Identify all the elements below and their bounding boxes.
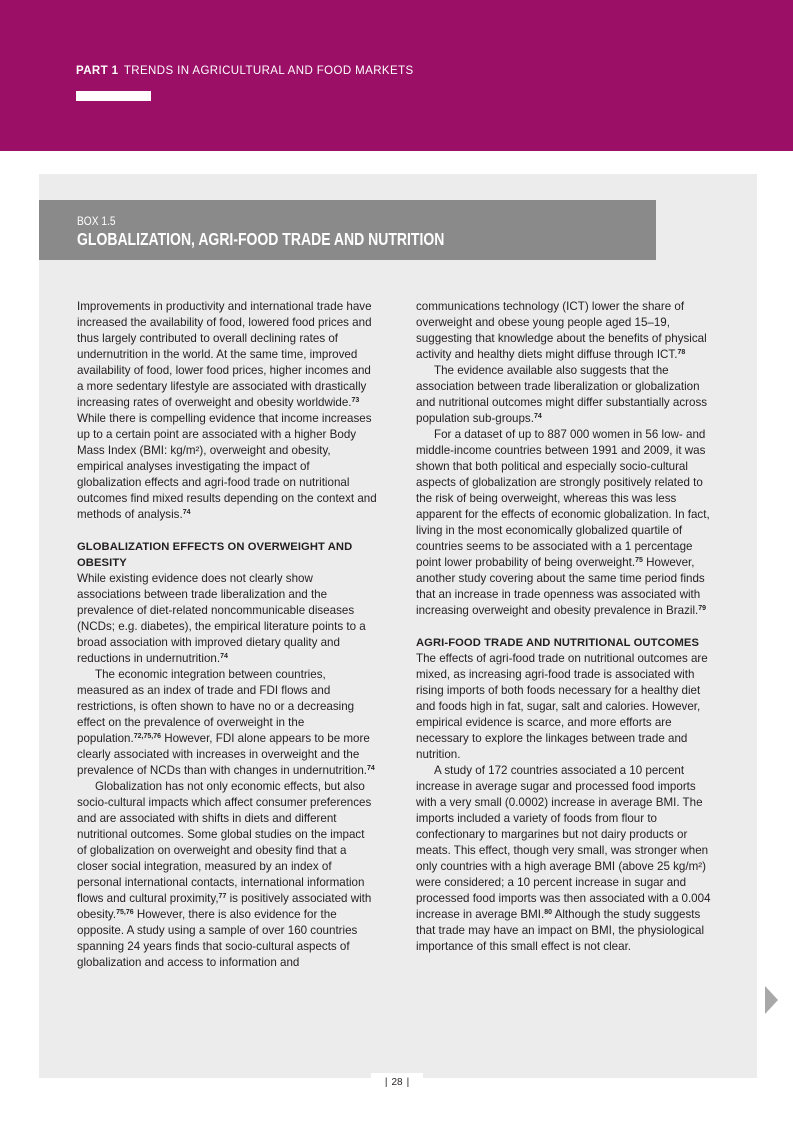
part-underline-bar: [76, 91, 151, 101]
box-number: BOX 1.5: [77, 214, 116, 228]
paragraph-gap: [77, 523, 377, 539]
page-pipe-right: |: [406, 1077, 410, 1088]
citation-superscript: 72,75,76: [133, 733, 161, 740]
right-column-paragraph: [416, 299, 716, 363]
paragraph-text: While existing evidence does not clearly show associations between trade liberalization and the prevalence of diet-related noncommunicable diseases (NCDs; e.g. diabetes), the empirical literature points to a broad association with improved dietary quality and reductions in undernutrition.: [77, 572, 366, 665]
right-column-paragraph: [416, 651, 716, 763]
paragraph-text: However, FDI alone appears to be more clearly associated with increases in overweight and the prevalence of NCDs than with changes in undernutrition.: [77, 732, 370, 777]
citation-superscript: 77: [218, 893, 227, 900]
paragraph-text: Although the study suggests that trade may have an impact on BMI, the physiological importance of this small effect is not clear.: [416, 908, 705, 953]
paragraph-text: For a dataset of up to 887 000 women in 56 low- and middle-income countries between 1991 and 2009, it was shown that both political and especially socio-cultural aspects of globalization are strongly positively related to the risk of being overweight, whereas this was less apparent for the effects of economic globalization. In fact, living in the most economically globalized quartile of countries seems to be associated with a 1 percentage point lower probability of being overweight.: [416, 428, 710, 569]
right-column: [416, 299, 716, 955]
citation-superscript: 74: [182, 509, 191, 516]
citation-superscript: 74: [533, 413, 542, 420]
citation-superscript: 79: [698, 605, 707, 612]
paragraph-text: Improvements in productivity and international trade have increased the availability of food, lowered food prices and thus largely contributed to overall declining rates of undernutrition in the world. At the same time, improved availability of food, lower food prices, higher incomes and a more sedentary lifestyle are associated with drastically increasing rates of overweight and obesity worldwide.: [77, 300, 372, 409]
paragraph-text: The evidence available also suggests that the association between trade liberalization or globalization and nutritional outcomes might differ substantially across population sub-groups.: [416, 364, 708, 425]
paragraph-text: While there is compelling evidence that income increases up to a certain point are associated with a higher Body Mass Index (BMI: kg/m²), overweight and obesity, empirical analyses investigating the impact of globalization effects and agri-food trade on nutritional outcomes find mixed results depending on the context and methods of analysis.: [77, 412, 377, 521]
citation-superscript: 73: [351, 397, 360, 404]
left-column-paragraph: [77, 779, 377, 971]
citation-superscript: 74: [220, 653, 228, 660]
box-title: GLOBALIZATION, AGRI-FOOD TRADE AND NUTRITION: [77, 229, 445, 249]
paragraph-text: The economic integration between countries, measured as an index of trade and FDI flows and restrictions, is often shown to have no or a decreasing effect on the prevalence of overweight in the population.: [77, 668, 355, 745]
page-number-value: 28: [391, 1077, 403, 1088]
right-column-paragraph: [416, 363, 716, 427]
section-heading: GLOBALIZATION EFFECTS ON OVERWEIGHT AND OBESITY: [77, 541, 353, 569]
left-column: [77, 299, 377, 971]
page-pipe-left: |: [384, 1077, 388, 1088]
paragraph-text: is positively associated with obesity.: [77, 892, 372, 921]
left-column-paragraph: [77, 299, 377, 523]
part-title: TRENDS IN AGRICULTURAL AND FOOD MARKETS: [123, 65, 414, 77]
right-column-paragraph: [416, 427, 716, 619]
left-column-paragraph: [77, 571, 377, 667]
citation-superscript: 80: [544, 909, 553, 916]
paragraph-text: The effects of agri-food trade on nutritional outcomes are mixed, as increasing agri-food trade is associated with rising imports of both foods necessary for a healthy diet and foods high in fat, sugar, salt and calories. However, empirical evidence is scarce, and more efforts are necessary to explore the linkages between trade and nutrition.: [416, 652, 708, 761]
citation-superscript: 75,76: [116, 909, 134, 916]
citation-superscript: 78: [677, 349, 686, 356]
citation-superscript: 74: [367, 765, 375, 772]
paragraph-text: However, there is also evidence for the opposite. A study using a sample of over 160 countries spanning 24 years finds that socio-cultural aspects of globalization and access to information and: [77, 908, 358, 969]
page-number: [371, 1073, 423, 1093]
left-column-paragraph: [77, 667, 377, 779]
paragraph-gap: [416, 619, 716, 635]
paragraph-text: Globalization has not only economic effects, but also socio-cultural impacts which affect consumer preferences and are associated with shifts in diets and different nutritional outcomes. Some global studies on the impact of globalization on overweight and obesity find that a closer social integration, measured by an index of personal international contacts, international information flows and cultural proximity,: [77, 780, 372, 905]
paragraph-text: However, another study covering about the same time period finds that an increase in trade openness was associated with increasing overweight and obesity prevalence in Brazil.: [416, 556, 705, 617]
part-label: [76, 65, 414, 77]
next-page-arrow-icon[interactable]: [765, 986, 778, 1014]
citation-superscript: 75: [635, 557, 643, 564]
paragraph-text: communications technology (ICT) lower the share of overweight and obese young people aged 15–19, suggesting that knowledge about the benefits of physical activity and healthy diets might diffuse through ICT.: [416, 300, 707, 361]
part-prefix: PART 1: [76, 65, 119, 77]
section-heading: AGRI-FOOD TRADE AND NUTRITIONAL OUTCOMES: [416, 637, 700, 649]
paragraph-text: A study of 172 countries associated a 10 percent increase in average sugar and processed food imports with a very small (0.0002) increase in average BMI. The imports included a variety of foods from flour to confectionary to margarines but not dairy products or meats. This effect, though very small, was stronger when only countries with a high average BMI (above 25 kg/m²) were considered; a 10 percent increase in sugar and processed food imports was then associated with a 0.004 increase in average BMI.: [416, 764, 711, 921]
right-column-paragraph: [416, 763, 716, 955]
